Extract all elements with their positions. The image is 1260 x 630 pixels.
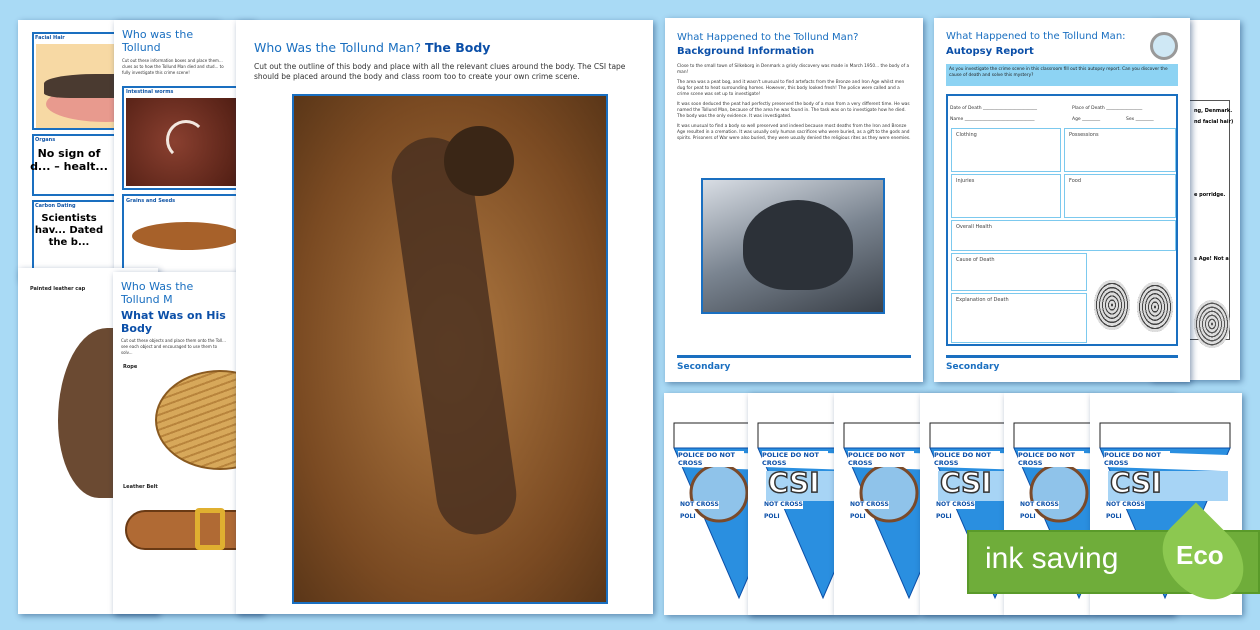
organs-text: No sign of d... – healt... (30, 147, 108, 173)
tape-text-short: NOT CROSS (764, 501, 803, 508)
cause-of-death-box[interactable] (951, 253, 1087, 291)
field-label: Sex (1126, 117, 1135, 122)
instructions-banner: As you investigate the crime scene in this classroom fill out this autopsy report. Can you discover the cause of death and solve this mystery? (946, 64, 1178, 86)
csi-text: CSI (768, 466, 820, 499)
organs-label: Organs (35, 137, 56, 143)
intro-text: Cut out the outline of this body and place with all the relevant clues around the body. The CSI tape should be placed around the body and class room too to create your own crime scene. (254, 62, 626, 81)
sex-field[interactable]: Sex ________ (1126, 117, 1154, 122)
carbon-text: Scientists hav... Dated the b... (34, 213, 104, 248)
paragraph: It was unusual to find a body so well preserved and indeed because most deaths from the Iron and Bronze Age resulted in a cremation. It was usually only human sacrifices who were buried, as a gift to the gods and spirits. Prisoners of War were also buried, they were usually denied the religious rites as they were enemies. (677, 124, 911, 141)
box-label: Food (1069, 178, 1081, 184)
age-field[interactable]: Age ________ (1072, 117, 1101, 122)
magnifier-icon (861, 465, 917, 521)
page-subtitle: Autopsy Report (946, 46, 1034, 57)
carbon-dating-label: Carbon Dating (35, 203, 76, 209)
footer-label: Secondary (946, 362, 1000, 372)
page-title: What Happened to the Tollund Man: (946, 31, 1126, 42)
tape-text-short: NOT CROSS (850, 501, 889, 508)
background-info-page (665, 18, 923, 382)
rope-label: Rope (123, 364, 138, 370)
footer-label: Secondary (677, 362, 731, 372)
tape-text-mini: POLI (764, 513, 780, 520)
csi-text: CSI (940, 466, 992, 499)
tape-text-mini: POLI (1020, 513, 1036, 520)
title-text: Who Was the Tollund Man? (254, 40, 421, 55)
facial-hair-label: Facial Hair (35, 35, 65, 41)
tape-text: POLICE DO NOT CROSS (848, 451, 914, 467)
explanation-box[interactable] (951, 293, 1087, 343)
info-boxes-page (114, 20, 254, 280)
tape-text: POLICE DO NOT CROSS (762, 451, 828, 467)
tape-text: POLICE DO NOT CROSS (934, 451, 1000, 467)
box-label: Explanation of Death (956, 297, 1009, 303)
body-photo (292, 94, 608, 604)
box-label: Clothing (956, 132, 977, 138)
tape-text-short: NOT CROSS (680, 501, 719, 508)
page-subtitle: What Was on His Body (121, 309, 226, 335)
food-box[interactable] (1064, 174, 1176, 218)
magnifier-icon (691, 465, 747, 521)
belt-buckle (195, 508, 225, 550)
field-label: Name (950, 117, 964, 122)
paragraph: The area was a peat bog, and it wasn't unusual to find artefacts from the Bronze and Iron Age whilst men dug for peat to heat surrounding homes. However, this body looked fresh! The police were called and a crime scene was set up to investigate! (677, 80, 905, 97)
fingerprint-icon (1194, 300, 1230, 348)
box-label: Cause of Death (956, 257, 995, 263)
tape-text-mini: POLI (1106, 513, 1122, 520)
field-label: Age (1072, 117, 1081, 122)
answer-line: nd facial hair) (1194, 119, 1234, 125)
paragraph: It was soon deduced the peat had perfectly preserved the body of a man from a very different time. He was named the Tollund Man, because of the area he was found in. The task was on to investigate how he died. The body was the only evidence. It was investigated. (677, 102, 910, 119)
fingerprint-icon (1094, 280, 1130, 330)
box-label: Possessions (1069, 132, 1099, 138)
autopsy-report-page (934, 18, 1190, 382)
box-label: Overall Health (956, 224, 992, 230)
injuries-box[interactable] (951, 174, 1061, 218)
page-subtitle: Background Information (677, 46, 815, 57)
eco-label: Eco (1176, 540, 1224, 570)
badge-text: ink saving (985, 542, 1119, 575)
overall-health-box[interactable] (951, 220, 1176, 251)
paragraph: Close to the small town of Silkeborg in Denmark a grisly discovery was made in March 1950... the body of a man! (677, 64, 910, 75)
footer (677, 355, 911, 372)
worms-label: Intestinal worms (126, 89, 174, 95)
footer (946, 355, 1178, 372)
field-label: Date of Death (950, 106, 982, 111)
tape-text-short: NOT CROSS (1106, 501, 1145, 508)
body-page (236, 20, 653, 614)
fingerprint-icon (1137, 282, 1173, 332)
tape-text-mini: POLI (680, 513, 696, 520)
tape-text-short: NOT CROSS (936, 501, 975, 508)
box-label: Injuries (956, 178, 975, 184)
page-title: Who Was the Tollund M (121, 280, 194, 306)
tape-text-short: NOT CROSS (1020, 501, 1059, 508)
field-label: Place of Death (1072, 106, 1105, 111)
belt-label: Leather Belt (123, 484, 158, 490)
cap-label: Painted leather cap (30, 286, 86, 292)
page-title: What Happened to the Tollund Man? (677, 32, 859, 43)
grains-label: Grains and Seeds (126, 198, 176, 204)
place-field[interactable]: Place of Death ________________ (1072, 106, 1143, 111)
tape-text: POLICE DO NOT CROSS (678, 451, 744, 467)
magnifier-icon (1150, 32, 1178, 60)
date-field[interactable]: Date of Death ________________________ (950, 106, 1037, 111)
title-bold-text: The Body (424, 40, 491, 55)
name-field[interactable]: Name _______________________________ (950, 117, 1035, 122)
possessions-box[interactable] (1064, 128, 1176, 172)
magnifier-icon (1031, 465, 1087, 521)
seeds-image (132, 222, 242, 250)
intro-text: Cut out these information boxes and place them... clues as to how the Tollund Man died and stud... to fully investigate this crime scene! (122, 58, 224, 75)
page-title: Who was the Tollund (122, 28, 194, 54)
head-photo (701, 178, 885, 314)
tape-text: POLICE DO NOT CROSS (1104, 451, 1170, 467)
tape-text-mini: POLI (936, 513, 952, 520)
worms-image (126, 98, 246, 186)
answer-line: s Age! Not a (1194, 256, 1229, 262)
page-title (254, 40, 490, 55)
intro-text: Cut out these objects and place them onto the Toll... see each object and encouraged to use them to solv... (121, 338, 226, 355)
csi-text: CSI (1110, 466, 1162, 499)
answer-line: ng, Denmark. (1194, 108, 1233, 114)
tape-text: POLICE DO NOT CROSS (1018, 451, 1084, 467)
clothing-box[interactable] (951, 128, 1061, 172)
tape-text-mini: POLI (850, 513, 866, 520)
answer-line: e porridge. (1194, 192, 1226, 198)
